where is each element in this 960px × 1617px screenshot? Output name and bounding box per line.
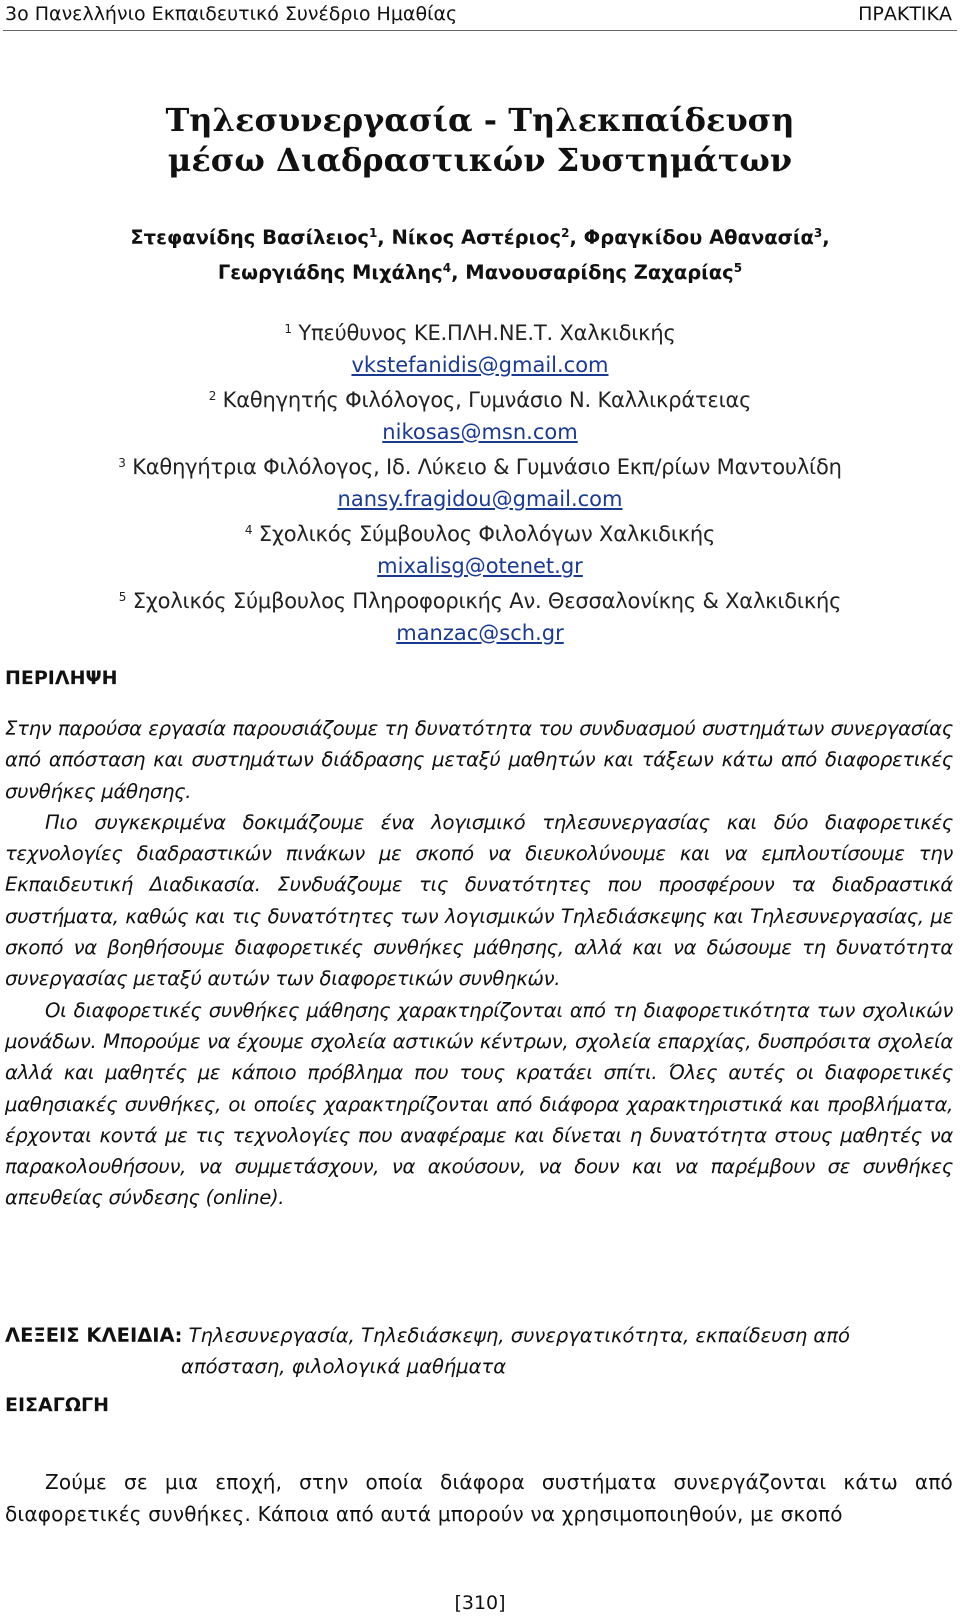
email-link[interactable]: mixalisg@otenet.gr — [377, 553, 583, 578]
author-affiliation-number: 5 — [733, 261, 743, 275]
author-name: Γεωργιάδης Μιχάλης — [217, 261, 443, 284]
author-affiliation-number: 2 — [561, 226, 570, 240]
affiliation — [0, 381, 960, 417]
author-name: Στεφανίδης Βασίλειος — [130, 226, 369, 249]
proceedings-label: ΠΡΑΚΤΙΚΑ — [858, 3, 952, 25]
abstract-paragraph: Πιο συγκεκριμένα δοκιμάζουμε ένα λογισμικό τηλεσυνεργασίας και δύο διαφορετικές τεχνολογίες διαδραστικών πινάκων με σκοπό να διευκολύνουμε και να εμπλουτίσουμε την Εκπαιδευτική Διαδικασία. Συνδυάζουμε τις δυνατότητες που προσφέρουν τα διαδραστικά συστήματα, καθώς και τις δυνατότητες των λογισμικών Τηλεδιάσκεψης και Τηλεσυνεργασίας, με σκοπό να βοηθήσουμε διαφορετικές συνθήκες μάθησης, αλλά και να δώσουμε τη δυνατότητα συνεργασίας μεταξύ αυτών των διαφορετικών συνθηκών. — [5, 810, 953, 991]
affiliation-number: 5 — [118, 590, 127, 604]
email-link[interactable]: vkstefanidis@gmail.com — [351, 352, 609, 377]
affiliation-text: Σχολικός Σύμβουλος Πληροφορικής Αν. Θεσσαλονίκης & Χαλκιδικής — [132, 589, 842, 613]
affiliation-number: 1 — [284, 322, 292, 336]
author-affiliation-number: 3 — [813, 226, 823, 240]
email-link[interactable]: manzac@sch.gr — [396, 620, 564, 645]
affiliation-text: Καθηγήτρια Φιλόλογος, Ιδ. Λύκειο & Γυμνάσιο Εκπ/ρίων Μαντουλίδη — [132, 455, 842, 479]
abstract-heading: ΠΕΡΙΛΗΨΗ — [5, 667, 118, 689]
affiliations — [0, 314, 960, 649]
affiliation-number: 2 — [208, 389, 217, 403]
affiliation — [0, 448, 960, 484]
page-number: [310] — [454, 1592, 506, 1614]
author-list — [0, 218, 960, 288]
header-divider — [3, 30, 957, 31]
author-name: Φραγκίδου Αθανασία — [583, 226, 814, 249]
title-line-2: μέσω Διαδραστικών Συστημάτων — [167, 141, 793, 179]
paper-title — [0, 100, 960, 180]
abstract-body — [5, 713, 953, 1214]
email-link[interactable]: nansy.fragidou@gmail.com — [337, 486, 623, 511]
intro-body — [5, 1467, 953, 1530]
affiliation — [0, 515, 960, 551]
keywords-text-continued: απόσταση, φιλολογικά μαθήματα — [181, 1355, 507, 1378]
conference-name: 3ο Πανελλήνιο Εκπαιδευτικό Συνέδριο Ημαθίας — [5, 3, 458, 25]
affiliation-number: 4 — [244, 523, 253, 537]
email-link[interactable]: nikosas@msn.com — [382, 419, 578, 444]
affiliation-text: Καθηγητής Φιλόλογος, Γυμνάσιο Ν. Καλλικράτειας — [222, 388, 752, 412]
keywords-text: Τηλεσυνεργασία, Τηλεδιάσκεψη, συνεργατικότητα, εκπαίδευση από — [188, 1324, 850, 1347]
title-line-1: Τηλεσυνεργασία - Τηλεκπαίδευση — [165, 101, 795, 139]
keywords-label: ΛΕΞΕΙΣ ΚΛΕΙΔΙΑ: — [5, 1324, 183, 1347]
authors-line-1: Στεφανίδης Βασίλειος$^1$, Νίκος Αστέριος$^2$, Φραγκίδου Αθανασία$^3$, — [130, 226, 830, 249]
intro-paragraph: Ζούμε σε μια εποχή, στην οποία διάφορα συστήματα συνεργάζονται κάτω από διαφορετικές συνθήκες. Κάποια από αυτά μπορούν να χρησιμοποιηθούν, με σκοπό — [5, 1470, 953, 1526]
affiliation — [0, 582, 960, 618]
affiliation — [0, 314, 960, 350]
affiliation-text: Σχολικός Σύμβουλος Φιλολόγων Χαλκιδικής — [258, 522, 716, 546]
running-header — [0, 0, 960, 30]
author-name: Νίκος Αστέριος — [391, 226, 562, 249]
affiliation-number: 3 — [118, 456, 126, 470]
author-affiliation-number: 1 — [368, 226, 378, 240]
abstract-paragraph: Στην παρούσα εργασία παρουσιάζουμε τη δυνατότητα του συνδυασμού συστημάτων συνεργασίας από απόσταση και συστημάτων διάδρασης μεταξύ μαθητών και τάξεων κάτω από διαφορετικές συνθήκες μάθησης. — [5, 717, 953, 803]
authors-line-2: Γεωργιάδης Μιχάλης$^4$, Μανουσαρίδης Ζαχαρίας$^5$ — [217, 261, 743, 284]
author-name: Μανουσαρίδης Ζαχαρίας — [465, 261, 734, 284]
author-affiliation-number: 4 — [442, 261, 452, 275]
abstract-paragraph: Οι διαφορετικές συνθήκες μάθησης χαρακτηρίζονται από τη διαφορετικότητα των σχολικών μονάδων. Μπορούμε να έχουμε σχολεία αστικών κέντρων, σχολεία επαρχίας, δυσπρόσιτα σχολεία αλλά και μαθητές με κάποιο πρόβλημα που τους κρατάει σπίτι. Όλες αυτές οι διαφορετικές μαθησιακές συνθήκες, οι οποίες χαρακτηρίζονται από διάφορα χαρακτηριστικά και προβλήματα, έρχονται κοντά με τις τεχνολογίες που αναφέραμε και δίνεται η δυνατότητα στους μαθητές να παρακολουθήσουν, να συμμετάσχουν, να ακούσουν, να δουν και να παρέμβουν σε συνθήκες απευθείας σύνδεσης (online). — [5, 998, 953, 1210]
affiliation-text: Υπεύθυνος ΚΕ.ΠΛΗ.ΝΕ.Τ. Χαλκιδικής — [298, 321, 676, 345]
keywords-block — [5, 1320, 953, 1382]
intro-heading: ΕΙΣΑΓΩΓΗ — [5, 1394, 109, 1416]
